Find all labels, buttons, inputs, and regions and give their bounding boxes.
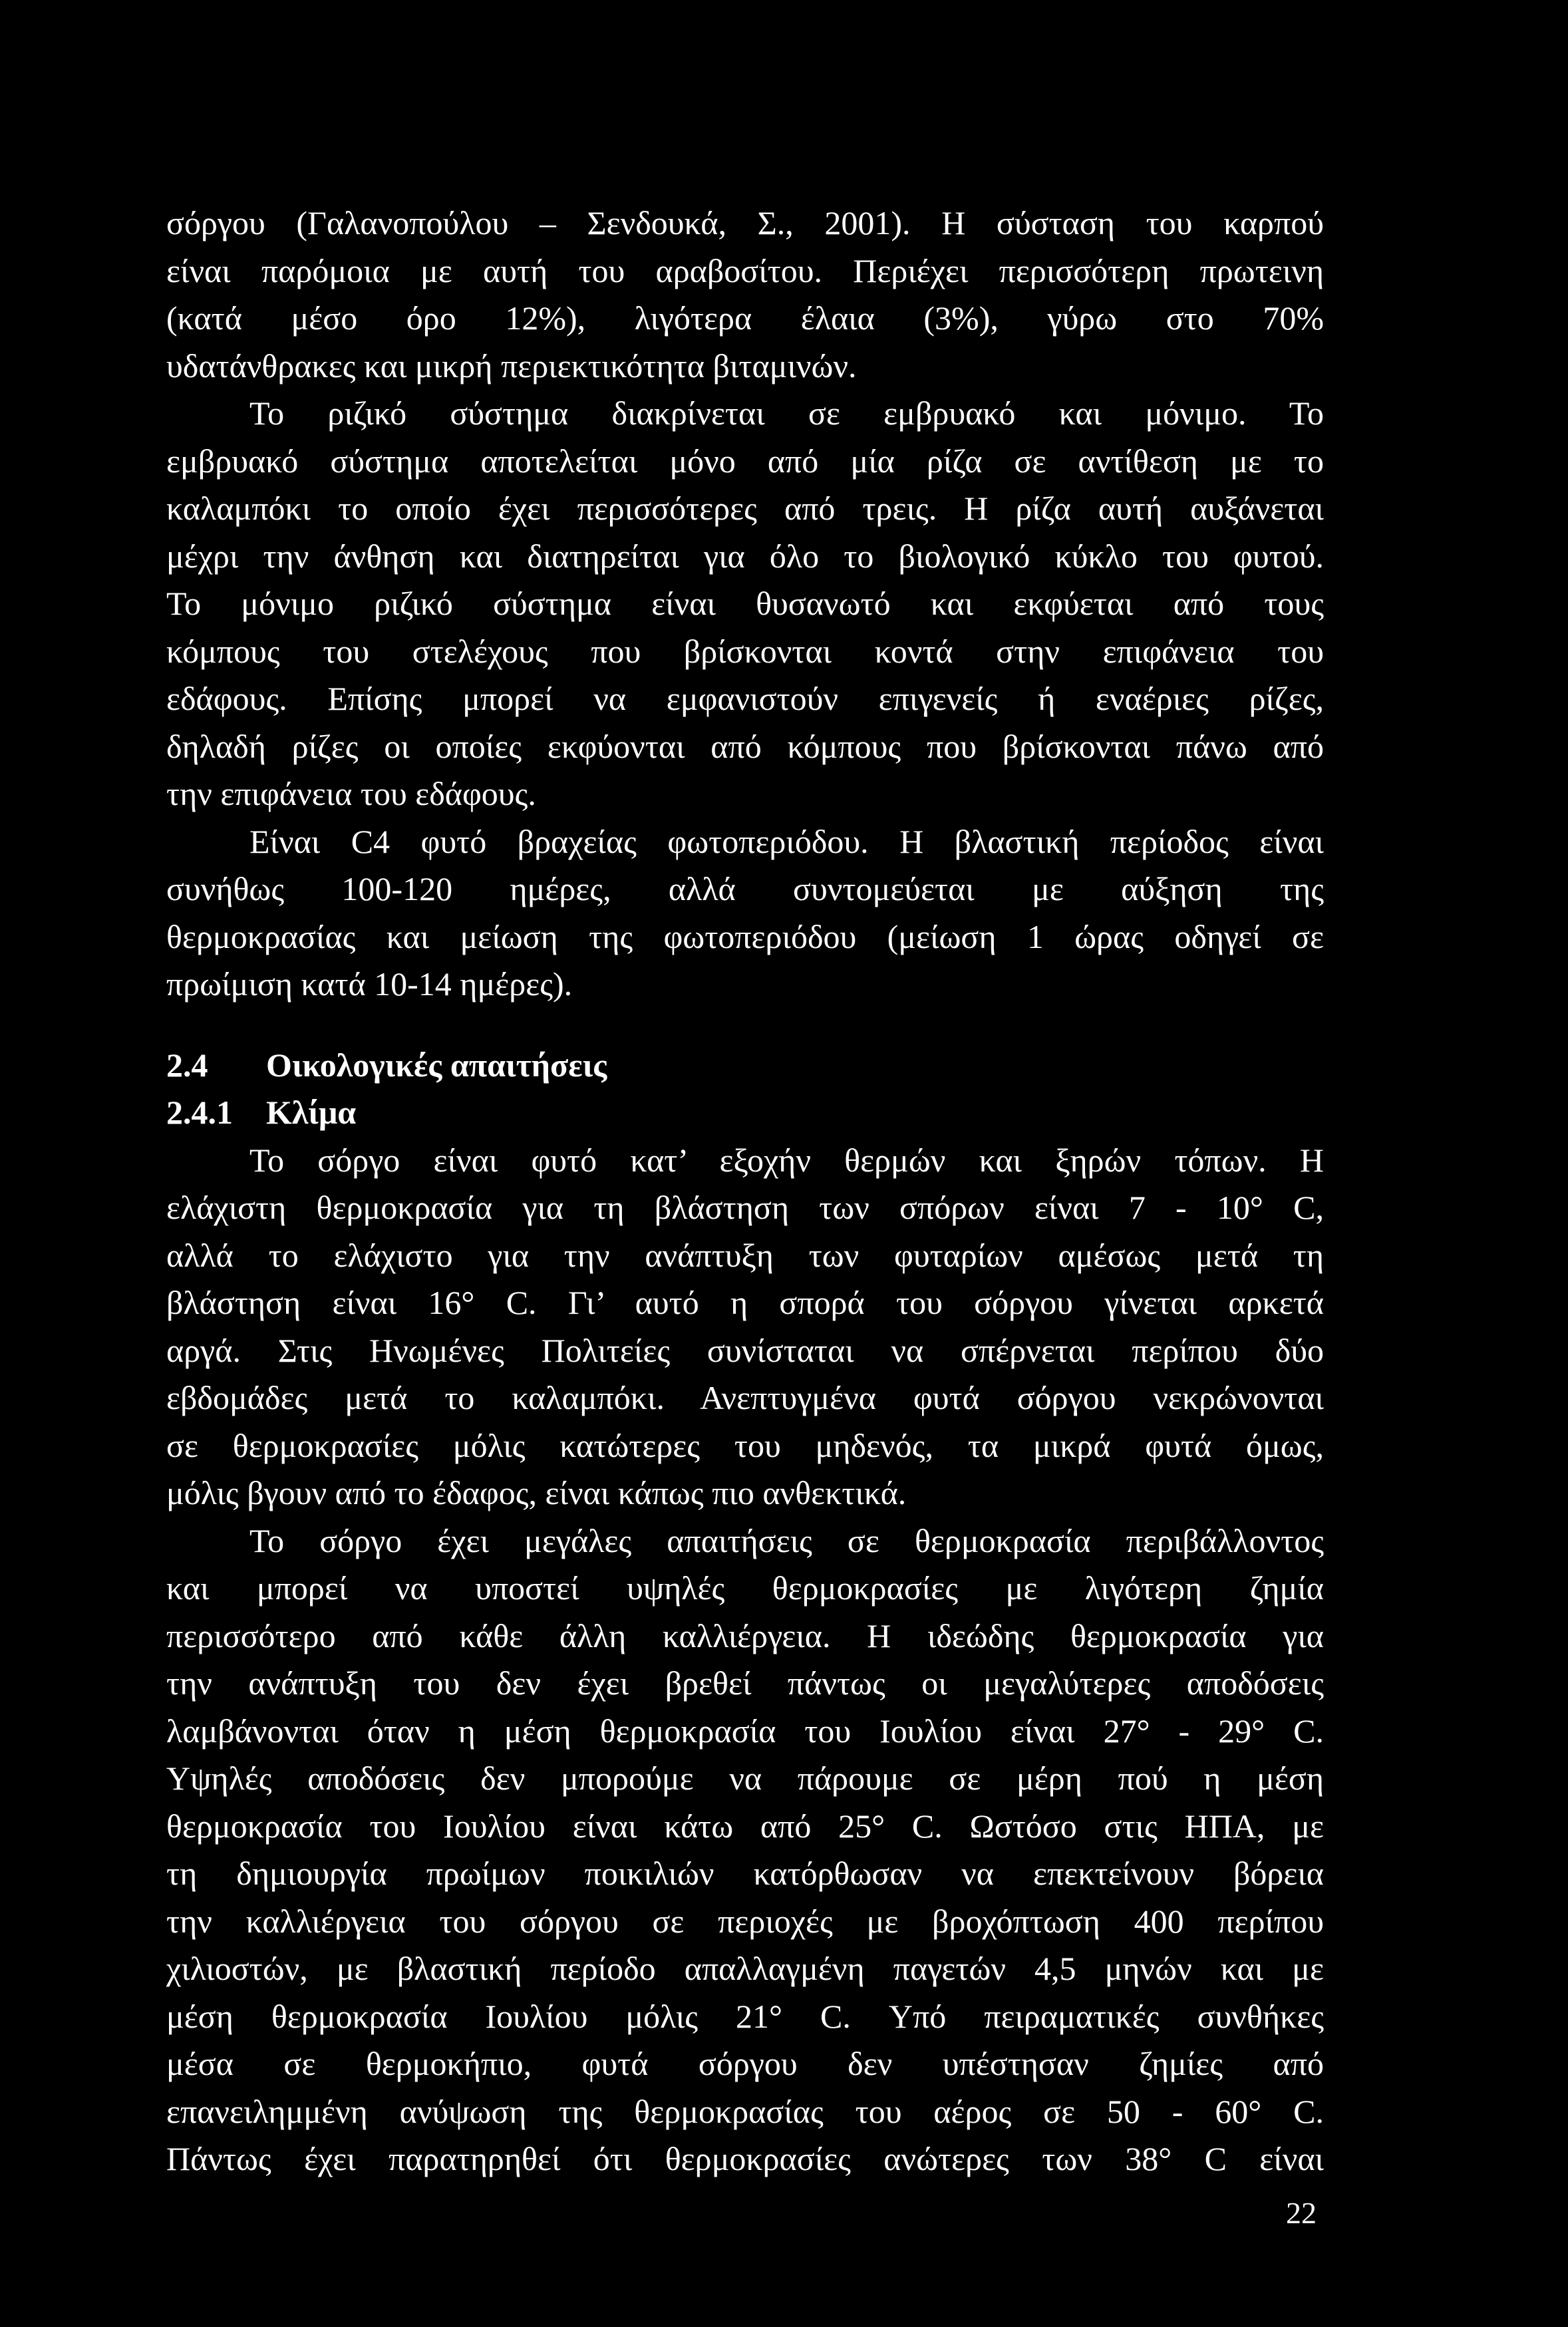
text-line: την επιφάνεια του εδάφους.	[166, 775, 536, 812]
subsection-heading	[166, 1089, 1324, 1137]
text-line: βλάστηση είναι 16° C. Γι’ αυτό η σπορά του σόργου γίνεται αρκετά	[166, 1284, 1324, 1321]
text-line: επανειλημμένη ανύψωση της θερμοκρασίας του αέρος σε 50 - 60° C.	[166, 2092, 1324, 2130]
text-line: μέση θερμοκρασία Ιουλίου μόλις 21° C. Υπό πειραματικές συνθήκες	[166, 1997, 1324, 2035]
paragraph-root-system	[166, 390, 1324, 818]
text-line: θερμοκρασία του Ιουλίου είναι κάτω από 25° C. Ωστόσο στις ΗΠΑ, με	[166, 1807, 1324, 1845]
text-line: θερμοκρασίας και μείωση της φωτοπεριόδου (μείωση 1 ώρας οδηγεί σε	[166, 917, 1324, 955]
paragraph-climate	[166, 1137, 1324, 1517]
text-line: μόλις βγουν από το έδαφος, είναι κάπως πιο ανθεκτικά.	[166, 1474, 907, 1511]
text-line: (κατά μέσο όρο 12%), λιγότερα έλαια (3%), γύρω στο 70%	[166, 299, 1324, 337]
text-line: Υψηλές αποδόσεις δεν μπορούμε να πάρουμε σε μέρη πού η μέση	[166, 1760, 1324, 1797]
text-line: Είναι C4 φυτό βραχείας φωτοπεριόδου. Η βλαστική περίοδος είναι	[249, 822, 1324, 860]
text-line: ελάχιστη θερμοκρασία για τη βλάστηση των σπόρων είναι 7 - 10° C,	[166, 1189, 1324, 1226]
text-line: Το σόργο έχει μεγάλες απαιτήσεις σε θερμοκρασία περιβάλλοντος	[249, 1521, 1324, 1559]
subsection-number: 2.4.1	[166, 1094, 233, 1131]
page-number: 22	[1286, 2196, 1317, 2230]
text-line: αλλά το ελάχιστο για την ανάπτυξη των φυταρίων αμέσως μετά τη	[166, 1236, 1324, 1274]
text-line: εβδομάδες μετά το καλαμπόκι. Ανεπτυγμένα φυτά σόργου νεκρώνονται	[166, 1379, 1324, 1416]
paragraph-composition	[166, 200, 1324, 390]
text-line: εδάφους. Επίσης μπορεί να εμφανιστούν επιγενείς ή εναέριες ρίζες,	[166, 680, 1324, 717]
text-line: την ανάπτυξη του δεν έχει βρεθεί πάντως οι μεγαλύτερες αποδόσεις	[166, 1664, 1324, 1702]
text-line: δηλαδή ρίζες οι οποίες εκφύονται από κόμπους που βρίσκονται πάνω από	[166, 727, 1324, 765]
text-line: σε θερμοκρασίες μόλις κατώτερες του μηδενός, τα μικρά φυτά όμως,	[166, 1426, 1324, 1464]
text-line: Το ριζικό σύστημα διακρίνεται σε εμβρυακό και μόνιμο. Το	[249, 394, 1324, 432]
text-line: λαμβάνονται όταν η μέση θερμοκρασία του Ιουλίου είναι 27° - 29° C.	[166, 1712, 1324, 1750]
text-line: την καλλιέργεια του σόργου σε περιοχές με βροχόπτωση 400 περίπου	[166, 1902, 1324, 1940]
text-line: συνήθως 100-120 ημέρες, αλλά συντομεύεται με αύξηση της	[166, 870, 1324, 907]
text-line: τη δημιουργία πρωίμων ποικιλιών κατόρθωσαν να επεκτείνουν βόρεια	[166, 1855, 1324, 1892]
section-number: 2.4	[166, 1046, 208, 1084]
text-line: χιλιοστών, με βλαστική περίοδο απαλλαγμένη παγετών 4,5 μηνών και με	[166, 1950, 1324, 1987]
text-line: σόργου (Γαλανοπούλου – Σενδουκά, Σ., 2001). Η σύσταση του καρπού	[166, 204, 1324, 241]
paragraph-photoperiod	[166, 818, 1324, 1008]
text-line: αργά. Στις Ηνωμένες Πολιτείες συνίσταται να σπέρνεται περίπου δύο	[166, 1331, 1324, 1369]
text-line: κόμπους του στελέχους που βρίσκονται κοντά στην επιφάνεια του	[166, 632, 1324, 670]
section-spacer	[166, 1008, 1324, 1042]
text-line: είναι παρόμοια με αυτή του αραβοσίτου. Περιέχει περισσότερη πρωτεινη	[166, 251, 1324, 289]
text-line: Το σόργο είναι φυτό κατ’ εξοχήν θερμών και ξηρών τόπων. Η	[249, 1141, 1324, 1179]
body-text	[166, 200, 1324, 2183]
text-line: μέχρι την άνθηση και διατηρείται για όλο το βιολογικό κύκλο του φυτού.	[166, 537, 1324, 575]
text-line: περισσότερο από κάθε άλλη καλλιέργεια. Η ιδεώδης θερμοκρασία για	[166, 1617, 1324, 1654]
subsection-title: Κλίμα	[266, 1094, 357, 1131]
text-line: Το μόνιμο ριζικό σύστημα είναι θυσανωτό και εκφύεται από τους	[166, 585, 1324, 622]
text-line: υδατάνθρακες και μικρή περιεκτικότητα βιταμινών.	[166, 347, 857, 385]
section-heading	[166, 1042, 1324, 1090]
section-title: Οικολογικές απαιτήσεις	[266, 1046, 607, 1084]
text-line: μέσα σε θερμοκήπιο, φυτά σόργου δεν υπέστησαν ζημίες από	[166, 2045, 1324, 2082]
text-line: εμβρυακό σύστημα αποτελείται μόνο από μία ρίζα σε αντίθεση με το	[166, 442, 1324, 480]
paragraph-temperature	[166, 1517, 1324, 2183]
text-line: Πάντως έχει παρατηρηθεί ότι θερμοκρασίες ανώτερες των 38° C είναι	[166, 2140, 1324, 2177]
text-line: και μπορεί να υποστεί υψηλές θερμοκρασίες με λιγότερη ζημία	[166, 1569, 1324, 1607]
text-line: καλαμπόκι το οποίο έχει περισσότερες από τρεις. Η ρίζα αυτή αυξάνεται	[166, 490, 1324, 527]
text-line: πρωίμιση κατά 10-14 ημέρες).	[166, 965, 573, 1003]
